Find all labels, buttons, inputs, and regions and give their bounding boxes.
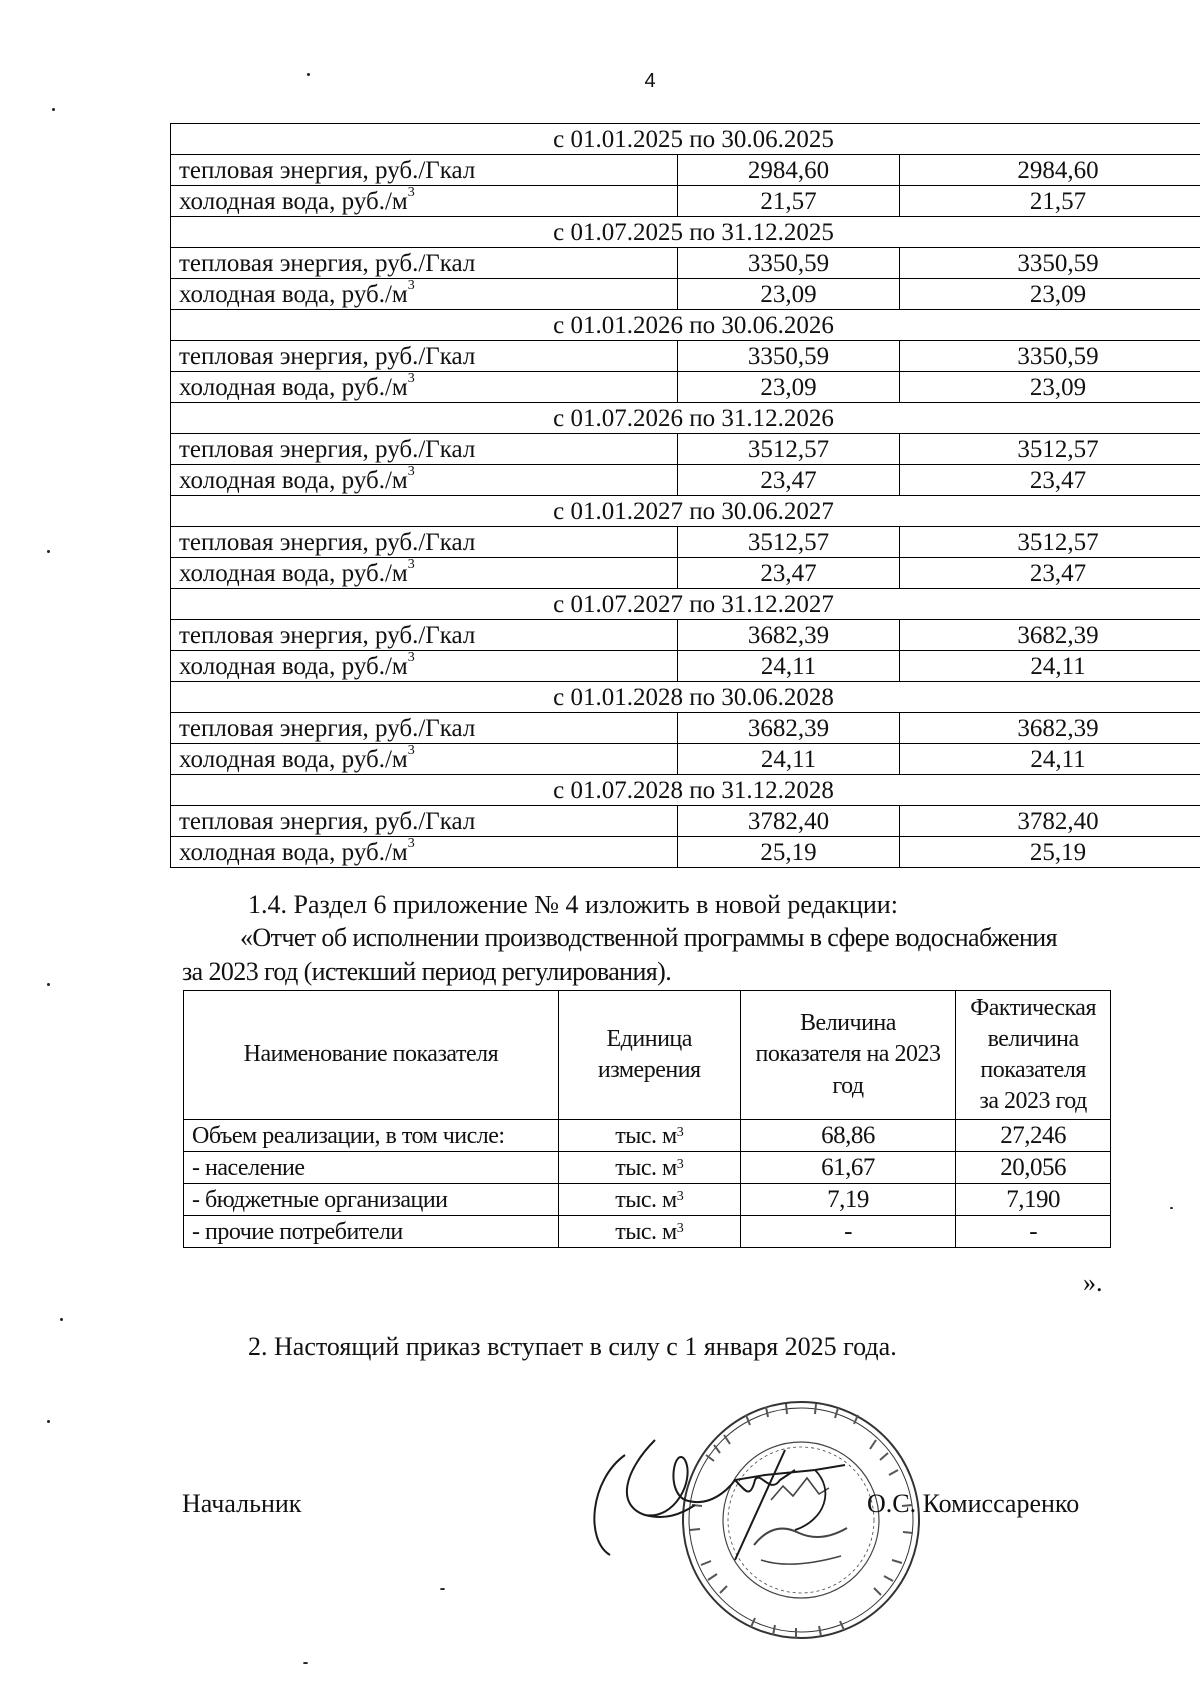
tariff-label-cell (171, 837, 678, 868)
tariff-label: тепловая энергия, руб./Гкал (179, 714, 476, 742)
tariff-value-2: 3682,39 (900, 620, 1200, 651)
tariff-value-1: 25,19 (678, 837, 900, 868)
tariff-value-1: 24,11 (678, 744, 900, 775)
scan-speck (303, 1662, 308, 1664)
order-effective-date: 2. Настоящий приказ вступает в силу с 1 января 2025 года. (248, 1332, 897, 1361)
tariff-value-1: 24,11 (678, 651, 900, 682)
tariff-value-2: 23,47 (900, 558, 1200, 589)
tariff-row (171, 155, 1200, 186)
report-intro-line: «Отчет об исполнении производственной программы в сфере водоснабжения (240, 923, 1057, 952)
header-plan-value: Величина показателя на 2023 год (740, 991, 956, 1120)
tariff-value-1: 23,09 (678, 279, 900, 310)
tariff-value-2: 25,19 (900, 837, 1200, 868)
indicator-name: - бюджетные организации (184, 1184, 559, 1216)
report-row (184, 1152, 1111, 1184)
tariff-label-cell (171, 248, 678, 279)
plan-value: 68,86 (740, 1120, 956, 1152)
tariff-label: тепловая энергия, руб./Гкал (179, 249, 476, 277)
tariff-label: холодная вода, руб./м (179, 745, 408, 773)
tariff-row (171, 651, 1200, 682)
period-label: с 01.01.2026 по 30.06.2026 (171, 310, 1200, 341)
plan-value: 61,67 (740, 1152, 956, 1184)
period-row (171, 310, 1200, 341)
page-number: 4 (644, 70, 656, 92)
tariff-label-cell (171, 527, 678, 558)
header-fact-value: Фактическая величина показателя за 2023 год (956, 991, 1111, 1120)
tariff-row (171, 713, 1200, 744)
fact-value: - (956, 1216, 1111, 1248)
period-label: с 01.07.2025 по 31.12.2025 (171, 217, 1200, 248)
period-row (171, 496, 1200, 527)
period-label: с 01.07.2027 по 31.12.2027 (171, 589, 1200, 620)
tariff-row (171, 837, 1200, 868)
unit-text: тыс. м (615, 1154, 677, 1181)
period-row (171, 682, 1200, 713)
unit-superscript: 3 (676, 1124, 684, 1140)
tariff-label: тепловая энергия, руб./Гкал (179, 156, 476, 184)
report-row (184, 1184, 1111, 1216)
signatory-name: О.С. Комиссаренко (867, 1489, 1080, 1518)
tariff-row (171, 465, 1200, 496)
tariff-value-2: 3782,40 (900, 806, 1200, 837)
unit-superscript: 3 (676, 1156, 684, 1172)
tariff-value-1: 3350,59 (678, 248, 900, 279)
tariff-row (171, 186, 1200, 217)
unit-superscript: 3 (407, 463, 415, 479)
tariff-value-2: 23,47 (900, 465, 1200, 496)
unit-superscript: 3 (407, 742, 415, 758)
tariff-label: тепловая энергия, руб./Гкал (179, 621, 476, 649)
tariff-value-1: 21,57 (678, 186, 900, 217)
unit-text: тыс. м (615, 1218, 677, 1245)
fact-value: 27,246 (956, 1120, 1111, 1152)
unit-superscript: 3 (407, 556, 415, 572)
period-row (171, 589, 1200, 620)
tariff-value-2: 24,11 (900, 744, 1200, 775)
tariff-value-2: 3350,59 (900, 248, 1200, 279)
tariff-table (170, 123, 1200, 868)
fact-value: 7,190 (956, 1184, 1111, 1216)
fact-value: 20,056 (956, 1152, 1111, 1184)
handwritten-signature (585, 1420, 905, 1570)
tariff-label: холодная вода, руб./м (179, 559, 408, 587)
tariff-label-cell (171, 372, 678, 403)
tariff-label: холодная вода, руб./м (179, 466, 408, 494)
tariff-value-2: 21,57 (900, 186, 1200, 217)
tariff-row (171, 620, 1200, 651)
tariff-label: тепловая энергия, руб./Гкал (179, 807, 476, 835)
unit-cell (558, 1152, 740, 1184)
tariff-label-cell (171, 465, 678, 496)
scan-speck (440, 1588, 445, 1590)
header-unit: Единица измерения (558, 991, 740, 1120)
tariff-label: холодная вода, руб./м (179, 373, 408, 401)
tariff-value-1: 3682,39 (678, 713, 900, 744)
report-table (183, 990, 1111, 1248)
tariff-row (171, 279, 1200, 310)
scan-speck (47, 1420, 50, 1423)
tariff-label: холодная вода, руб./м (179, 838, 408, 866)
tariff-label-cell (171, 651, 678, 682)
tariff-label-cell (171, 341, 678, 372)
tariff-value-2: 24,11 (900, 651, 1200, 682)
period-row (171, 217, 1200, 248)
tariff-label: тепловая энергия, руб./Гкал (179, 435, 476, 463)
period-label: с 01.01.2028 по 30.06.2028 (171, 682, 1200, 713)
unit-superscript: 3 (407, 184, 415, 200)
tariff-value-2: 23,09 (900, 279, 1200, 310)
period-row (171, 775, 1200, 806)
tariff-label: холодная вода, руб./м (179, 280, 408, 308)
tariff-row (171, 806, 1200, 837)
header-indicator-name: Наименование показателя (184, 991, 559, 1120)
unit-superscript: 3 (407, 649, 415, 665)
signatory-title: Начальник (182, 1489, 302, 1518)
report-row (184, 1216, 1111, 1248)
tariff-value-1: 3512,57 (678, 434, 900, 465)
tariff-value-1: 23,47 (678, 465, 900, 496)
period-label: с 01.01.2027 по 30.06.2027 (171, 496, 1200, 527)
tariff-label: тепловая энергия, руб./Гкал (179, 342, 476, 370)
unit-superscript: 3 (407, 370, 415, 386)
tariff-label-cell (171, 279, 678, 310)
tariff-value-2: 3512,57 (900, 434, 1200, 465)
tariff-label: холодная вода, руб./м (179, 652, 408, 680)
tariff-row (171, 372, 1200, 403)
unit-text: тыс. м (615, 1186, 677, 1213)
tariff-label-cell (171, 558, 678, 589)
plan-value: - (740, 1216, 956, 1248)
tariff-value-1: 3682,39 (678, 620, 900, 651)
tariff-label-cell (171, 155, 678, 186)
tariff-label-cell (171, 806, 678, 837)
tariff-row (171, 434, 1200, 465)
tariff-value-2: 3512,57 (900, 527, 1200, 558)
unit-superscript: 3 (407, 835, 415, 851)
scan-speck (1170, 1207, 1173, 1209)
period-row (171, 403, 1200, 434)
tariff-label-cell (171, 186, 678, 217)
tariff-value-1: 23,47 (678, 558, 900, 589)
tariff-value-2: 3350,59 (900, 341, 1200, 372)
tariff-value-1: 2984,60 (678, 155, 900, 186)
tariff-value-2: 3682,39 (900, 713, 1200, 744)
report-intro-line-2: за 2023 год (истекший период регулирования). (182, 957, 672, 986)
unit-cell (558, 1184, 740, 1216)
tariff-row (171, 248, 1200, 279)
unit-cell (558, 1120, 740, 1152)
indicator-name: - население (184, 1152, 559, 1184)
plan-value: 7,19 (740, 1184, 956, 1216)
tariff-row (171, 558, 1200, 589)
tariff-row (171, 341, 1200, 372)
tariff-value-1: 3512,57 (678, 527, 900, 558)
scan-speck (60, 1318, 63, 1321)
period-label: с 01.01.2025 по 30.06.2025 (171, 124, 1200, 155)
tariff-value-2: 2984,60 (900, 155, 1200, 186)
tariff-value-1: 3350,59 (678, 341, 900, 372)
scan-speck (307, 73, 310, 76)
tariff-value-2: 23,09 (900, 372, 1200, 403)
tariff-value-1: 23,09 (678, 372, 900, 403)
unit-text: тыс. м (615, 1122, 677, 1149)
tariff-label-cell (171, 434, 678, 465)
scan-speck (52, 108, 55, 111)
period-label: с 01.07.2026 по 31.12.2026 (171, 403, 1200, 434)
tariff-label-cell (171, 713, 678, 744)
tariff-row (171, 527, 1200, 558)
period-row (171, 124, 1200, 155)
scan-speck (47, 550, 50, 553)
period-label: с 01.07.2028 по 31.12.2028 (171, 775, 1200, 806)
report-header-row (184, 991, 1111, 1120)
unit-superscript: 3 (407, 277, 415, 293)
scan-speck (47, 983, 50, 986)
indicator-name: - прочие потребители (184, 1216, 559, 1248)
report-row (184, 1120, 1111, 1152)
tariff-label-cell (171, 744, 678, 775)
tariff-label-cell (171, 620, 678, 651)
tariff-label: тепловая энергия, руб./Гкал (179, 528, 476, 556)
unit-cell (558, 1216, 740, 1248)
tariff-row (171, 744, 1200, 775)
closing-quote: ». (1083, 1268, 1103, 1297)
unit-superscript: 3 (676, 1188, 684, 1204)
unit-superscript: 3 (676, 1220, 684, 1236)
indicator-name: Объем реализации, в том числе: (184, 1120, 559, 1152)
tariff-value-1: 3782,40 (678, 806, 900, 837)
tariff-label: холодная вода, руб./м (179, 187, 408, 215)
section-1-4-heading: 1.4. Раздел 6 приложение № 4 изложить в новой редакции: (248, 890, 898, 919)
